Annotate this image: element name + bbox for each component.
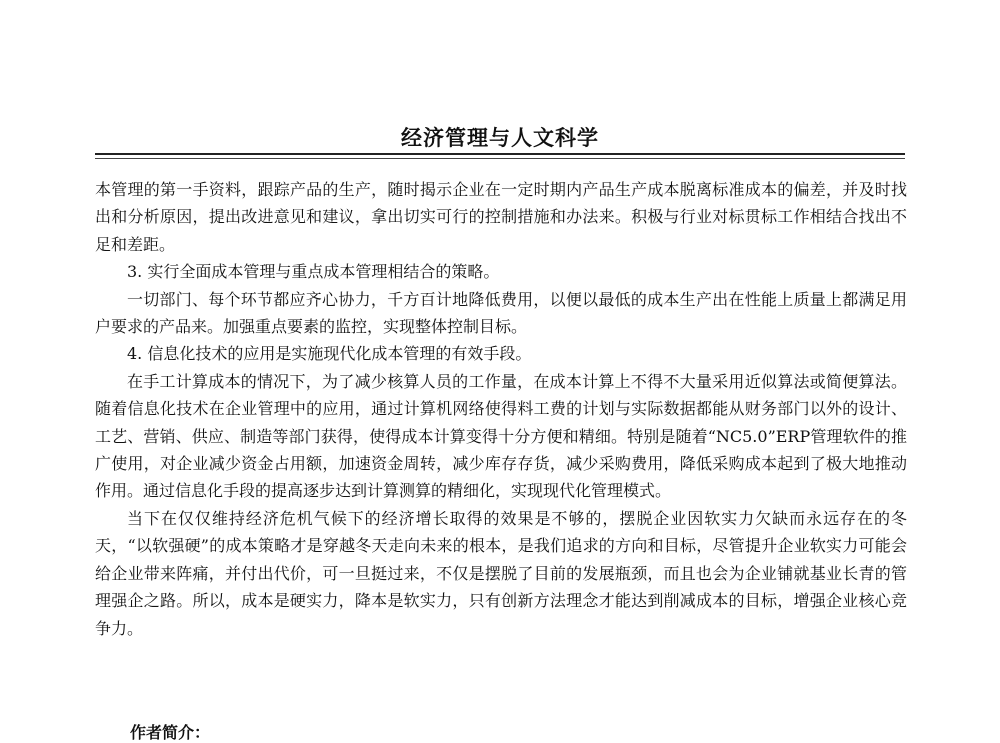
paragraph-continued: 本管理的第一手资料，跟踪产品的生产，随时揭示企业在一定时期内产品生产成本脱离标准成本的偏差，并及时找出和分析原因，提出改进意见和建议，拿出切实可行的控制措施和办法来。积极与行业对标贯标工作相结合找出不足和差距。 — [95, 180, 907, 254]
header-rule-thin — [95, 158, 905, 159]
paragraph-conclusion: 当下在仅仅维持经济危机气候下的经济增长取得的效果是不够的，摆脱企业因软实力欠缺而永远存在的冬天，“以软强硬”的成本策略才是穿越冬天走向未来的根本，是我们追求的方向和目标，尽管提升企业软实力可能会给企业带来阵痛，并付出代价，可一旦挺过来，不仅是摆脱了目前的发展瓶颈，而且也会为企业铺就基业长青的管理强企之路。所以，成本是硬实力，降本是软实力，只有创新方法理念才能达到削减成本的目标，增强企业核心竞争力。 — [95, 508, 907, 638]
header-rule-thick — [95, 153, 905, 155]
paragraph: 一切部门、每个环节都应齐心协力，千方百计地降低费用，以便以最低的成本生产出在性能上质量上都满足用户要求的产品来。加强重点要素的监控，实现整体控制目标。 — [95, 289, 907, 337]
paragraph: 在手工计算成本的情况下，为了减少核算人员的工作量，在成本计算上不得不大量采用近似算法或简便算法。随着信息化技术在企业管理中的应用，通过计算机网络使得料工费的计划与实际数据都能从财务部门以外的设计、工艺、营销、供应、制造等部门获得，使得成本计算变得十分方便和精细。特别是随着“NC5.0”ERP管理软件的推广使用，对企业减少资金占用额，加速资金周转，减少库存存货，减少采购费用，降低采购成本起到了极大地推动作用。通过信息化手段的提高逐步达到计算测算的精细化，实现现代化管理模式。 — [95, 371, 907, 501]
section-heading-3: 3. 实行全面成本管理与重点成本管理相结合的策略。 — [127, 262, 500, 282]
page-header-title: 经济管理与人文科学 — [401, 126, 599, 150]
section-heading-4: 4. 信息化技术的应用是实施现代化成本管理的有效手段。 — [127, 344, 532, 364]
author-intro-heading: 作者简介： — [130, 723, 211, 742]
article-body — [95, 176, 907, 642]
